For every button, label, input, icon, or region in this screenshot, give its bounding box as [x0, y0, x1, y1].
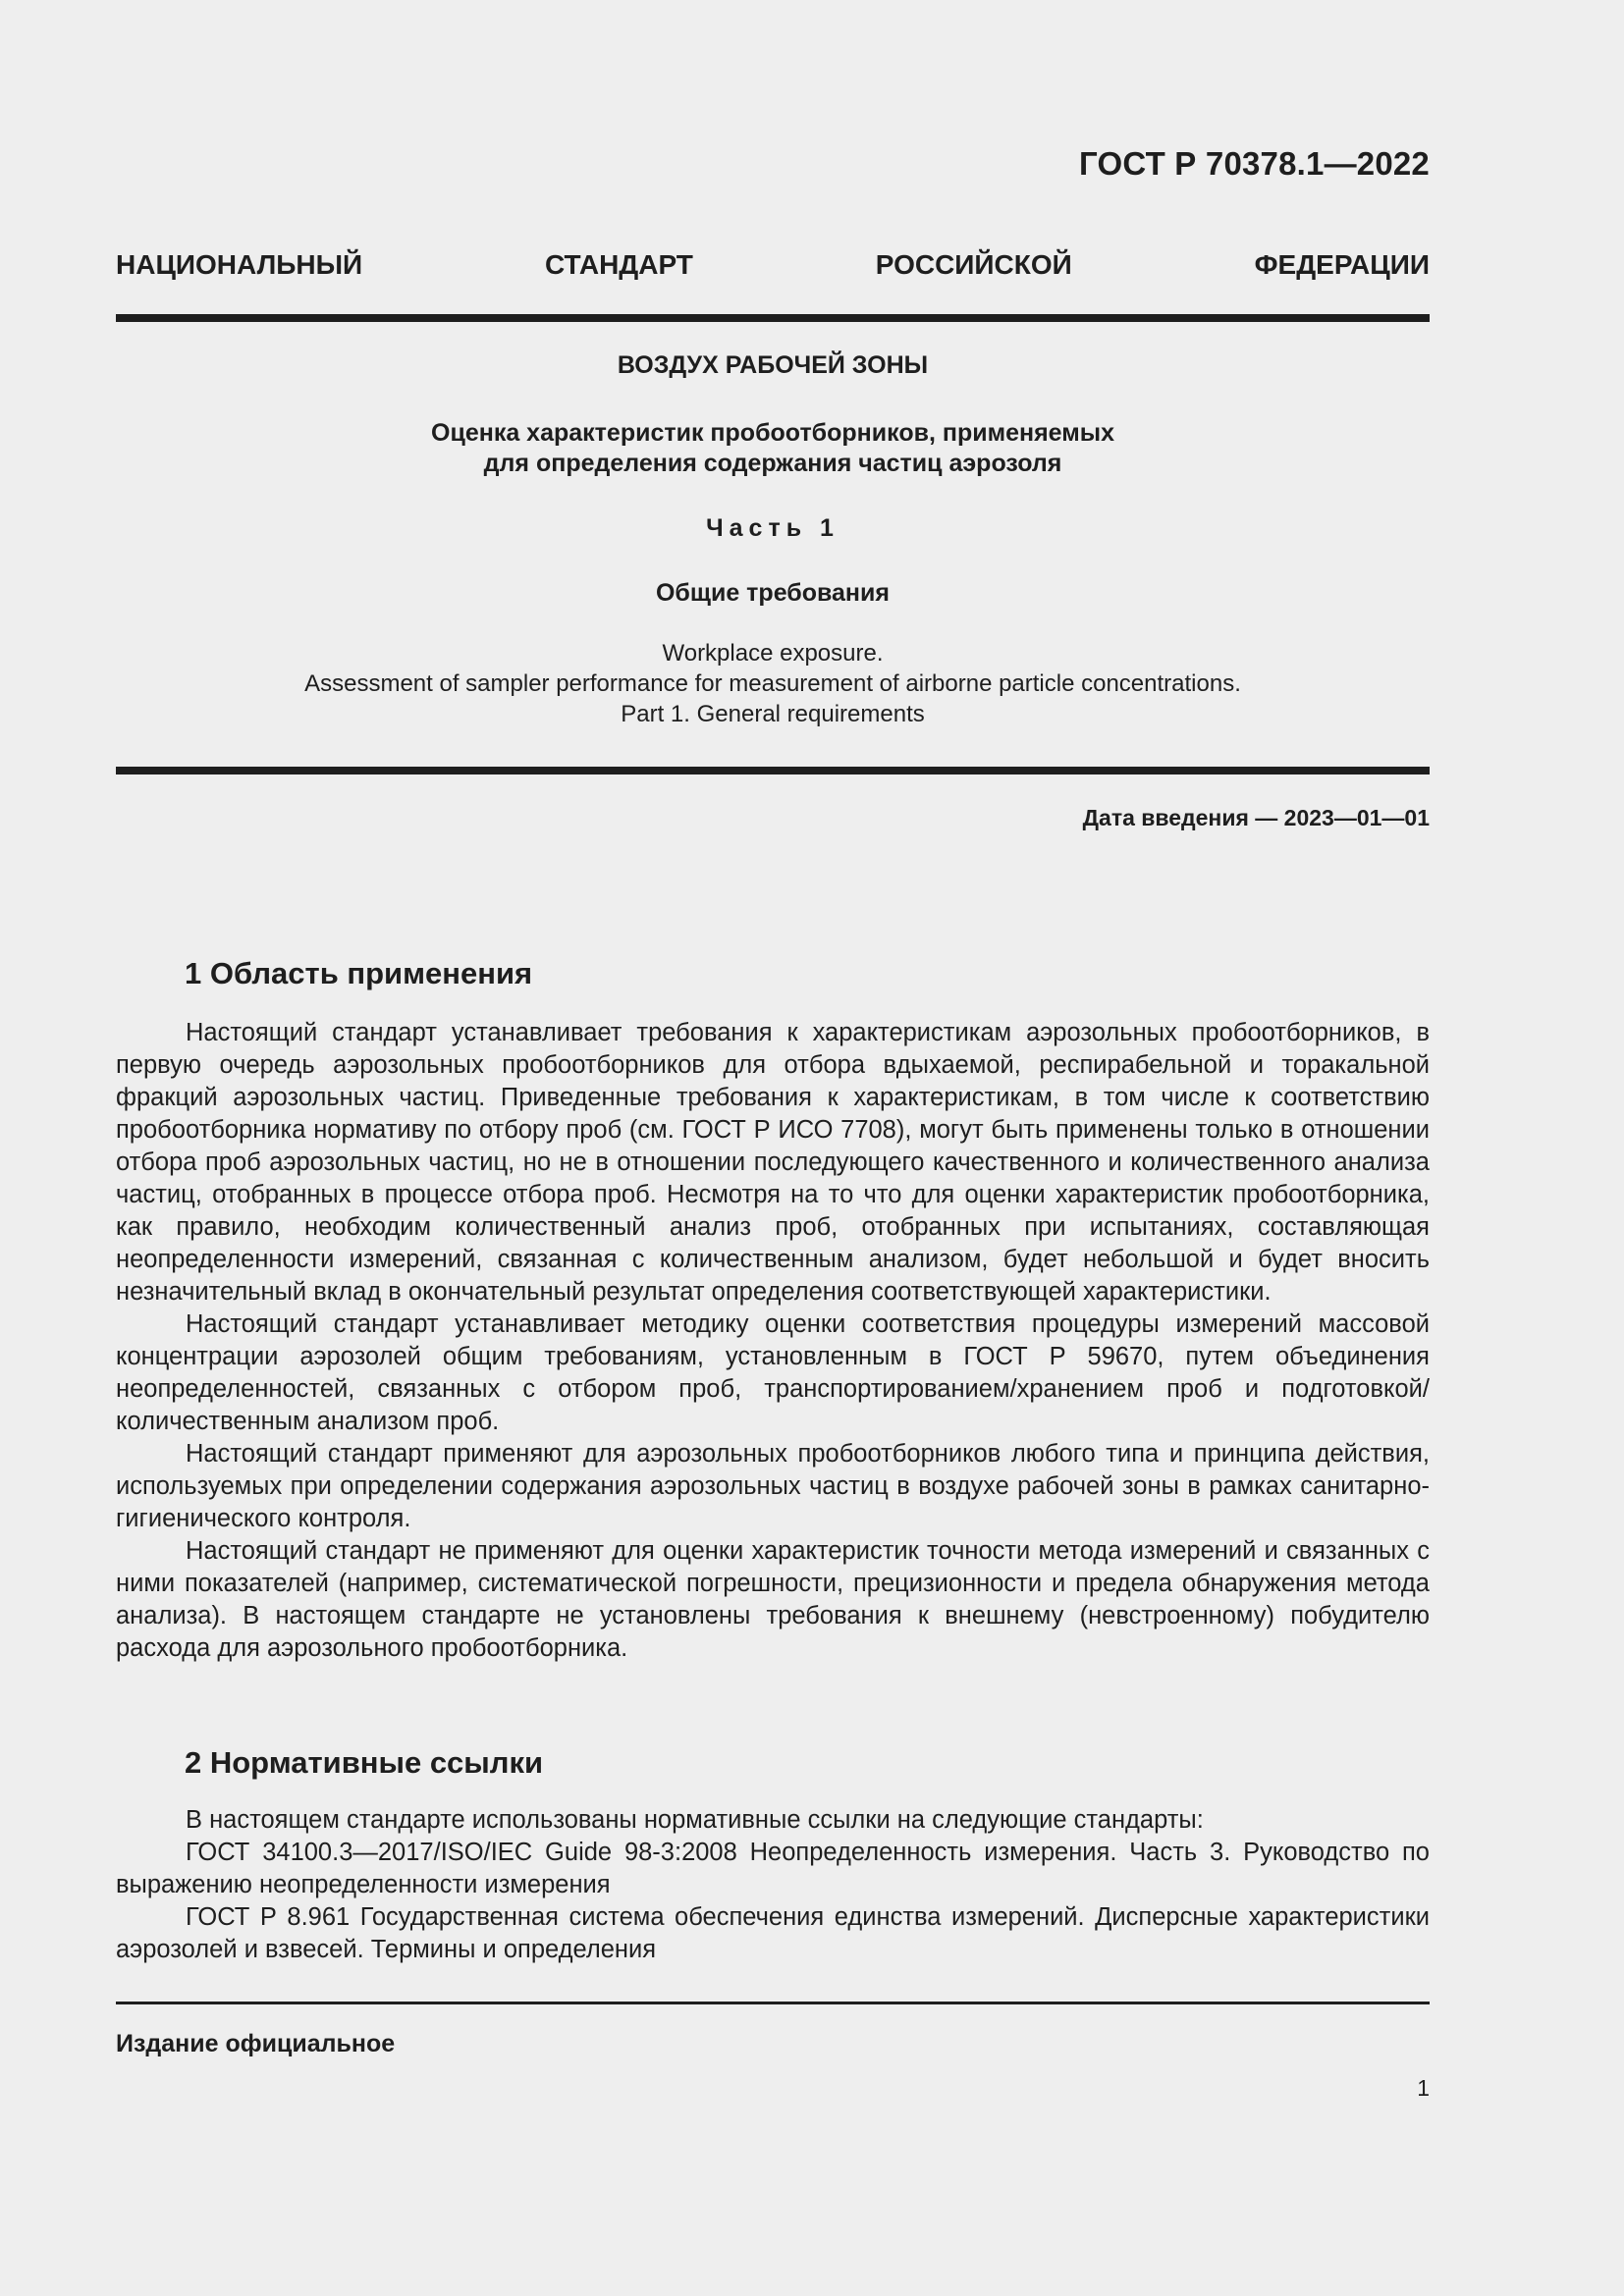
introduction-date: Дата введения — 2023—01—01	[1082, 805, 1430, 830]
banner-word: ФЕДЕРАЦИИ	[1254, 249, 1430, 280]
reference-item: ГОСТ Р 8.961 Государственная система обеспечения единства измерений. Дисперсные характеристики аэрозолей и взвесей. Термины и определения	[116, 1903, 1430, 1963]
paragraph: Настоящий стандарт устанавливает методику оценки соответствия процедуры измерений массовой концентрации аэрозолей общим требованиям, установленным в ГОСТ Р 59670, путем объединения неопределенностей, связанных с отбором проб, транспортированием/хранением проб и подготовкой/количественным анализом проб.	[116, 1310, 1430, 1435]
english-title-line: Workplace exposure.	[662, 640, 884, 667]
footer-rule	[116, 2002, 1430, 2004]
banner-word: НАЦИОНАЛЬНЫЙ	[116, 249, 363, 280]
section-2-heading: 2 Нормативные ссылки	[185, 1745, 544, 1780]
section-1-body	[116, 1017, 1430, 1665]
page-number: 1	[1417, 2075, 1430, 2101]
section-1-heading: 1 Область применения	[185, 956, 533, 990]
subtitle-line: для определения содержания частиц аэрозоля	[483, 450, 1062, 477]
paragraph: Настоящий стандарт применяют для аэрозольных пробоотборников любого типа и принципа действия, используемых при определении содержания аэрозольных частиц в воздухе рабочей зоны в рамках санитарно-гигиенического контроля.	[116, 1440, 1430, 1532]
document-code: ГОСТ Р 70378.1—2022	[1079, 145, 1430, 182]
document-title: ВОЗДУХ РАБОЧЕЙ ЗОНЫ	[617, 351, 929, 379]
english-title-line: Assessment of sampler performance for measurement of airborne particle concentrations.	[304, 670, 1241, 697]
title-bottom-rule	[116, 767, 1430, 774]
english-title-line: Part 1. General requirements	[621, 701, 925, 727]
national-standard-banner	[116, 249, 1430, 281]
paragraph: В настоящем стандарте использованы нормативные ссылки на следующие стандарты:	[186, 1806, 1204, 1834]
paragraph: Настоящий стандарт не применяют для оценки характеристик точности метода измерений и связанных с ними показателей (например, систематической погрешности, прецизионности и предела обнаружения метода анализа). В настоящем стандарте не установлены требования к внешнему (невстроенному) побудителю расхода для аэрозольного пробоотборника.	[116, 1537, 1430, 1662]
paragraph: Настоящий стандарт устанавливает требования к характеристикам аэрозольных пробоотборников, в первую очередь аэрозольных пробоотборников для отбора вдыхаемой, респирабельной и торакальной фракций аэрозольных частиц. Приведенные требования к характеристикам, в том числе к соответствию пробоотборника нормативу по отбору проб (см. ГОСТ Р ИСО 7708), могут быть применены только в отношении отбора проб аэрозольных частиц, но не в отношении последующего качественного и количественного анализа частиц, отобранных в процессе отбора проб. Несмотря на то что для оценки характеристик пробоотборника, как правило, необходим количественный анализ проб, отобранных при испытаниях, составляющая неопределенности измерений, связанная с количественным анализом, будет небольшой и будет вносить незначительный вклад в окончательный результат определения соответствующей характеристики.	[116, 1019, 1430, 1306]
part-label: Часть 1	[706, 514, 839, 542]
part-title: Общие требования	[655, 579, 890, 607]
top-rule	[116, 314, 1430, 322]
english-title	[116, 638, 1430, 729]
banner-word: РОССИЙСКОЙ	[875, 249, 1072, 280]
banner-word: СТАНДАРТ	[545, 249, 693, 280]
official-edition-label: Издание официальное	[116, 2030, 396, 2057]
reference-item: ГОСТ 34100.3—2017/ISO/IEC Guide 98-3:2008 Неопределенность измерения. Часть 3. Руководство по выражению неопределенности измерения	[116, 1839, 1430, 1898]
section-2-body	[116, 1804, 1430, 1966]
subtitle-line: Оценка характеристик пробоотборников, применяемых	[431, 419, 1114, 447]
document-subtitle	[116, 418, 1430, 479]
